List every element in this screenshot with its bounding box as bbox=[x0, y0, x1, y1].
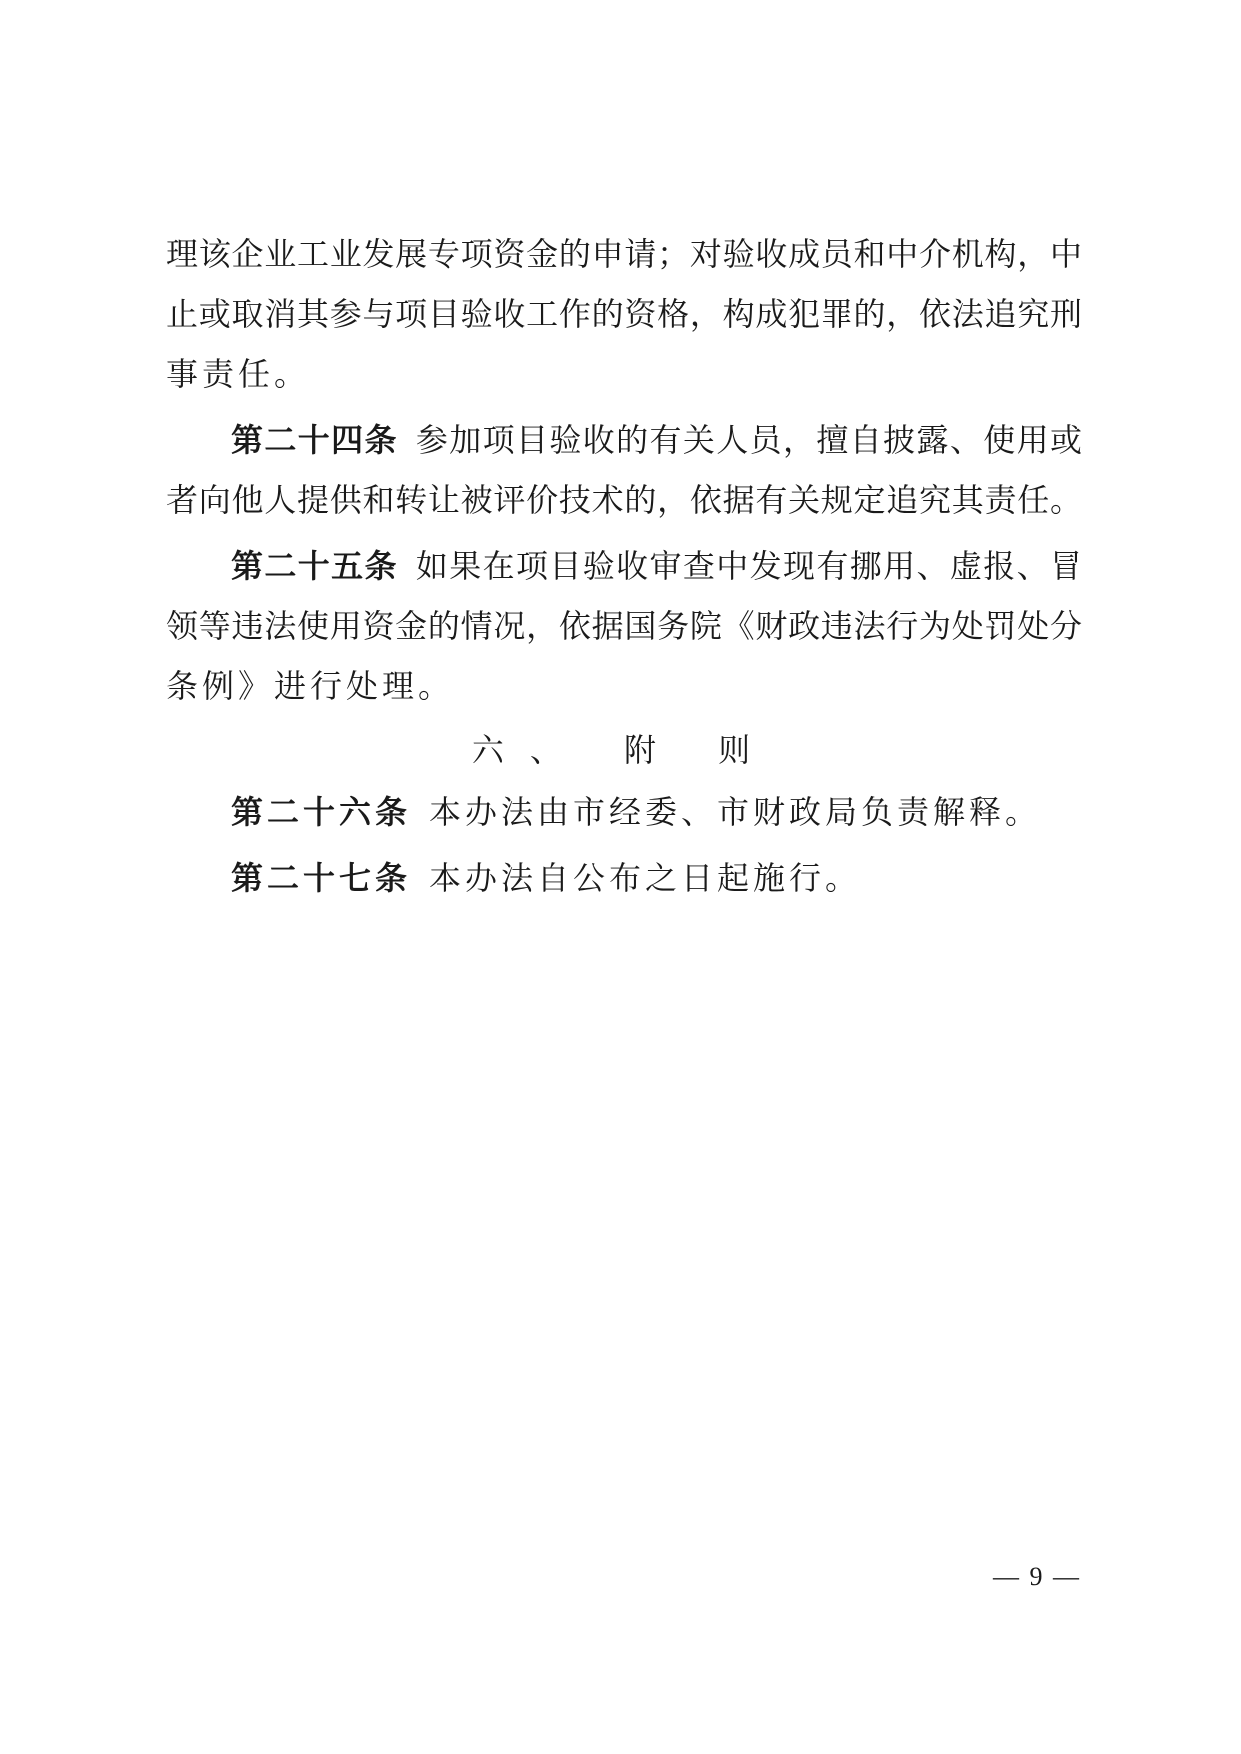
article-26-text: 本办法由市经委、市财政局负责解释。 bbox=[429, 793, 1042, 831]
paragraph-line: 者向他人提供和转让被评价技术的，依据有关规定追究其责任。 bbox=[166, 481, 1082, 519]
article-27-text: 本办法自公布之日起施行。 bbox=[429, 859, 862, 897]
paragraph-line: 止或取消其参与项目验收工作的资格，构成犯罪的，依法追究刑 bbox=[166, 295, 1082, 333]
paragraph-line: 领等违法使用资金的情况，依据国务院《财政违法行为处罚处分 bbox=[166, 607, 1082, 645]
article-24-label: 第二十四条 bbox=[231, 421, 398, 459]
article-27-label: 第二十七条 bbox=[231, 859, 412, 897]
article-25-label: 第二十五条 bbox=[231, 547, 398, 585]
article-24-line bbox=[166, 410, 1082, 470]
article-25-text: 如果在项目验收审查中发现有挪用、虚报、冒 bbox=[415, 547, 1082, 585]
paragraph-line: 条例》进行处理。 bbox=[166, 667, 455, 705]
article-26-label: 第二十六条 bbox=[231, 793, 412, 831]
paragraph-line: 事责任。 bbox=[166, 355, 311, 393]
article-24-text: 参加项目验收的有关人员，擅自披露、使用或 bbox=[415, 421, 1082, 459]
article-26-line bbox=[166, 782, 1082, 842]
page-number: — 9 — bbox=[993, 1562, 1081, 1591]
article-25-line bbox=[166, 536, 1082, 596]
document-body bbox=[166, 224, 1082, 908]
paragraph-line: 理该企业工业发展专项资金的申请；对验收成员和中介机构，中 bbox=[166, 235, 1082, 273]
article-27-line bbox=[166, 848, 1082, 908]
section-heading: 六、 附 则 bbox=[471, 731, 777, 769]
